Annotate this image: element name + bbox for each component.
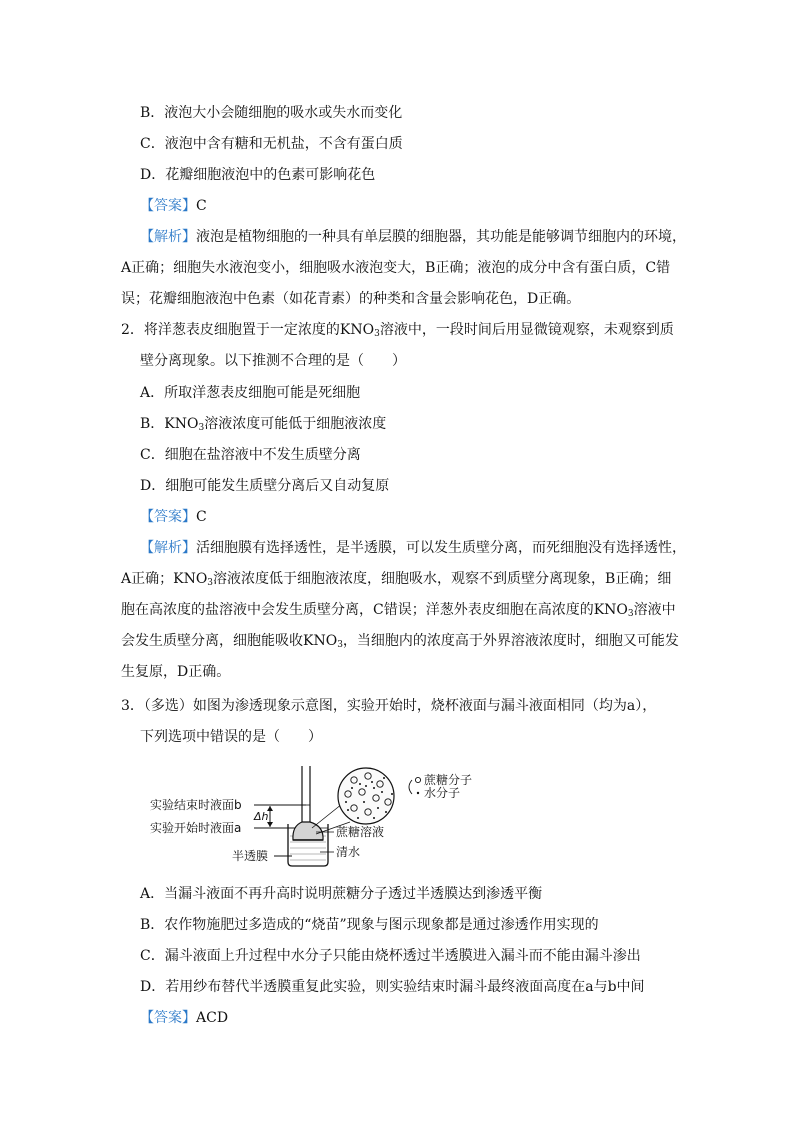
label-start-level: 实验开始时液面a (150, 821, 242, 835)
analysis-text: 会发生质壁分离，细胞能吸收KNO (121, 633, 338, 649)
answer-tag: 【答案】 (140, 509, 196, 525)
analysis-text: 胞在高浓度的盐溶液中会发生质壁分离，C错误；洋葱外表皮细胞在高浓度的KNO (121, 602, 628, 618)
stem-text: 2．将洋葱表皮细胞置于一定浓度的KNO (121, 322, 375, 338)
label-water: 清水 (336, 845, 361, 859)
answer-value: C (196, 198, 207, 214)
q2-stem-line-2: 壁分离现象。以下推测不合理的是（ ） (140, 353, 406, 369)
q2-answer (140, 508, 207, 526)
magnified-view (338, 768, 394, 824)
q2-analysis-line-5: 生复原，D正确。 (121, 664, 231, 680)
q3-option-a: A．当漏斗液面不再升高时说明蔗糖分子透过半透膜达到渗透平衡 (140, 886, 543, 902)
subscript: 3 (207, 578, 214, 588)
answer-value: C (196, 509, 207, 525)
stem-text: 溶液中，一段时间后用显微镜观察，未观察到质 (379, 322, 674, 338)
legend-sucrose-label: 蔗糖分子 (424, 773, 473, 787)
legend-sucrose-symbol (415, 777, 420, 782)
q2-analysis-line-3 (121, 601, 676, 619)
q2-option-d: D．细胞可能发生质壁分离后又自动复原 (140, 478, 390, 494)
analysis-text: 溶液中 (633, 602, 676, 618)
label-end-level: 实验结束时液面b (150, 798, 242, 812)
option-text: B．KNO (140, 416, 199, 432)
q3-answer (140, 1009, 228, 1027)
q2-stem-line-1 (121, 321, 674, 339)
label-sucrose-solution: 蔗糖溶液 (336, 825, 385, 839)
legend-bracket (409, 780, 412, 794)
q1-option-d: D．花瓣细胞液泡中的色素可影响花色 (140, 167, 376, 183)
answer-value: ACD (196, 1010, 229, 1026)
analysis-tag: 【解析】 (140, 540, 196, 556)
q1-analysis-line-1 (140, 228, 686, 246)
analysis-text: 液泡是植物细胞的一种具有单层膜的细胞器，其功能是能够调节细胞内的环境， (196, 229, 686, 245)
analysis-tag: 【解析】 (140, 229, 196, 245)
analysis-text: 活细胞膜有选择透性，是半透膜，可以发生质壁分离，而死细胞没有选择透性， (196, 540, 686, 556)
q2-option-c: C．细胞在盐溶液中不发生质壁分离 (140, 447, 361, 463)
analysis-text: 溶液浓度低于细胞液浓度，细胞吸水，观察不到质壁分离现象，B正确；细 (213, 571, 672, 587)
subscript: 3 (627, 609, 634, 619)
subscript: 3 (198, 423, 205, 433)
q1-option-c: C．液泡中含有糖和无机盐，不含有蛋白质 (140, 136, 403, 152)
q1-answer (140, 197, 207, 215)
q3-option-d: D．若用纱布替代半透膜重复此实验，则实验结束时漏斗最终液面高度在a与b中间 (140, 979, 645, 995)
subscript: 3 (374, 329, 380, 339)
legend-water-symbol (417, 792, 419, 794)
q2-analysis-line-2 (121, 570, 671, 588)
q2-option-b (140, 415, 386, 433)
option-text: 溶液浓度可能低于细胞液浓度 (204, 416, 387, 432)
osmosis-diagram (148, 762, 478, 872)
q1-analysis-line-2: A正确；细胞失水液泡变小，细胞吸水液泡变大，B正确；液泡的成分中含有蛋白质，C错 (121, 260, 671, 276)
q2-analysis-line-4 (121, 632, 679, 650)
q2-analysis-line-1 (140, 539, 686, 557)
analysis-text: A正确；KNO (121, 571, 208, 587)
q3-option-c: C．漏斗液面上升过程中水分子只能由烧杯透过半透膜进入漏斗而不能由漏斗渗出 (140, 948, 641, 964)
q1-option-b: B．液泡大小会随细胞的吸水或失水而变化 (140, 105, 403, 121)
q3-option-b: B．农作物施肥过多造成的“烧苗”现象与图示现象都是通过渗透作用实现的 (140, 917, 599, 933)
legend-water-label: 水分子 (424, 786, 461, 800)
answer-tag: 【答案】 (140, 1010, 196, 1026)
answer-tag: 【答案】 (140, 198, 196, 214)
label-membrane: 半透膜 (232, 849, 269, 863)
q3-stem-line-2: 下列选项中错误的是（ ） (140, 729, 322, 745)
funnel-bulb (293, 822, 323, 840)
subscript: 3 (337, 640, 343, 650)
q2-option-a: A．所取洋葱表皮细胞可能是死细胞 (140, 385, 361, 401)
label-delta-h: Δh (254, 810, 269, 823)
q3-stem-line-1: 3．（多选）如图为渗透现象示意图，实验开始时，烧杯液面与漏斗液面相同（均为a）， (121, 698, 657, 714)
analysis-text: ，当细胞内的浓度高于外界溶液浓度时，细胞又可能发 (342, 633, 679, 649)
q1-analysis-line-3: 误；花瓣细胞液泡中色素（如花青素）的种类和含量会影响花色，D正确。 (121, 291, 581, 307)
